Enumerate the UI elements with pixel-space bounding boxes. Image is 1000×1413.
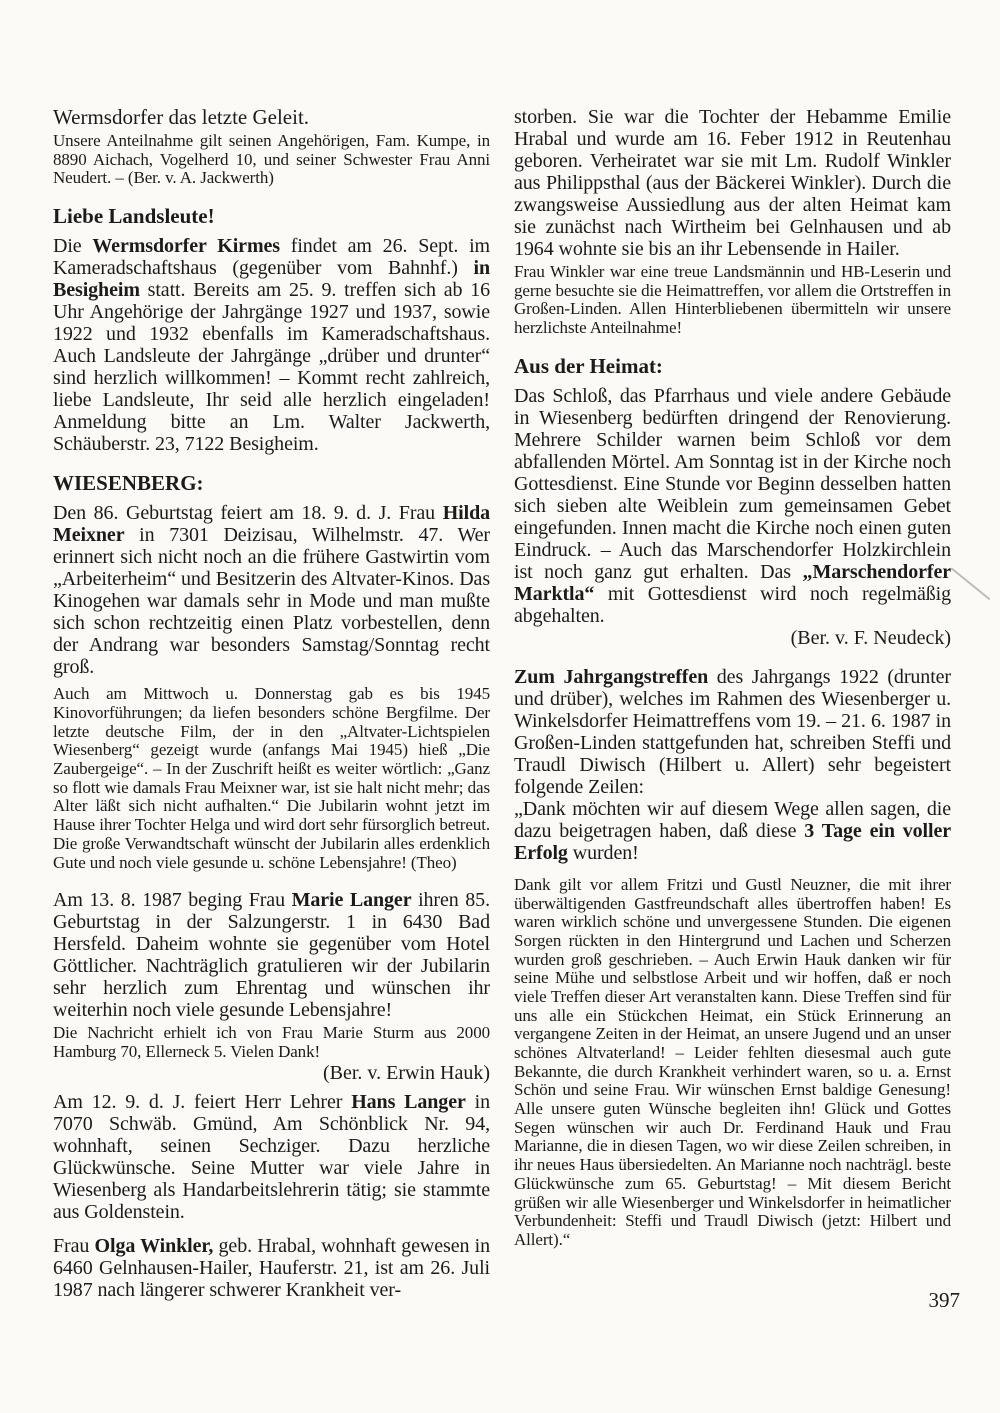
text-run: Liebe Landsleute! [53, 204, 215, 229]
text-run: mit Gottesdienst wird noch regelmäßig abgehalten. [514, 582, 951, 627]
two-column-layout [53, 106, 951, 1301]
paragraph [53, 1235, 490, 1301]
paragraph-small [514, 263, 951, 338]
paragraph-small [53, 1024, 490, 1061]
text-run: Am 13. 8. 1987 beging Frau [53, 889, 292, 912]
left-column [53, 106, 490, 1301]
text-run: geb. Hrabal, wohnhaft gewesen in 6460 Gelnhausen-Hailer, Hauferstr. 21, ist am 26. Juli 1987 nach längerer schwerer Krankheit ver- [53, 1234, 490, 1301]
text-run: findet am 26. Sept. im Kameradschaftshaus (gegenüber vom Bahnhf.) [53, 235, 490, 280]
paragraph-small [53, 685, 490, 872]
text-run: (Ber. v. F. Neudeck) [790, 626, 951, 649]
text-run: Am 12. 9. d. J. feiert Herr Lehrer [53, 1090, 352, 1113]
paragraph [514, 385, 951, 627]
text-run: Dank gilt vor allem Fritzi und Gustl Neuzner, die mit ihrer überwältigenden Gastfreundschaft alles übertroffen haben! Es waren wirklich schöne und unvergessene Stunden. Die eigenen Sorgen rückten in den Hintergrund und Lachen und Scherzen wurden groß geschrieben. – Auch Erwin Hauk danken wir für seine Mühe und selbstlose Arbeit und wir hoffen, daß er noch viele Treffen dieser Art veranstalten kann. Diese Treffen sind für uns alle ein Stückchen Heimat, ein Stück Erinnerung an vergangene Zeiten in der Heimat, an unsere Jugend und an unser schönes Altvaterland! – Leider fehlten diesesmal auch gute Bekannte, die durch Krankheit verhindert waren, so u. a. Ernst Schön und seine Frau. Wir wünschen Ernst baldige Genesung! Alle unsere guten Wünsche begleiten ihn! Glück und Gottes Segen wünschen wir auch Dr. Ferdinand Hauk und Frau Marianne, die in diesen Tagen, wo wir diese Zeilen schreiben, in ihr neues Haus übersiedelten. An Marianne noch nachträgl. beste Glückwünsche zum 65. Geburtstag! – Mit diesem Bericht grüßen wir alle Wiesenberger und Winkelsdorfer in heimatlicher Verbundenheit: Steffi und Traudl Diwisch (jetzt: Hilbert und Allert).“ [514, 874, 951, 1249]
paragraph [514, 106, 951, 260]
text-run: storben. Sie war die Tochter der Hebamme Emilie Hrabal und wurde am 16. Feber 1912 in Reutenhau geboren. Verheiratet war sie mit Lm. Rudolf Winkler aus Philippsthal (aus der Bäckerei Winkler). Durch die zwangsweise Aussiedlung aus der alten Heimat kam sie zunächst nach Wirtheim bei Gelnhausen und ab 1964 wohnte sie bis an ihr Lebensende in Hailer. [514, 106, 951, 260]
scan-mark [950, 567, 990, 600]
text-run: des Jahrgangs 1922 (drunter und drüber), welches im Rahmen des Wiesenberger u. Winkelsdorfer Heimattreffens vom 19. – 21. 6. 1987 in Großen-Linden stattgefunden hat, schreiben Steffi und Traudl Diwisch (Hilbert u. Allert) sehr begeistert folgende Zeilen: [514, 665, 951, 798]
text-run: Aus der Heimat: [514, 353, 663, 378]
section-heading [53, 205, 490, 228]
text-run: Frau Winkler war eine treue Landsmännin und HB-Leserin und gerne besuchte sie die Heimattreffen, vor allem die Ortstreffen in Großen-Linden. Allen Hinterbliebenen übermitteln wir unsere herzlichste Anteilnahme! [514, 262, 951, 338]
paragraph-small [514, 876, 951, 1250]
text-run: in 7070 Schwäb. Gmünd, Am Schönblick Nr. 94, wohnhaft, seinen Sechziger. Dazu herzliche Glückwünsche. Seine Mutter war viele Jahre in Wiesenberg als Handarbeitslehrerin tätig; sie stammte aus Goldenstein. [53, 1090, 490, 1223]
text-run-bold: Olga Winkler, [94, 1234, 214, 1257]
text-run: (Ber. v. Erwin Hauk) [323, 1061, 490, 1084]
section-heading [53, 472, 490, 495]
text-run: statt. Bereits am 25. 9. treffen sich ab 16 Uhr Angehörige der Jahrgänge 1927 und 1937, sowie 1922 und 1932 ebenfalls im Kameradschaftshaus. Auch Landsleute der Jahrgänge „drüber und drunter“ sind herzlich willkommen! – Kommt recht zahlreich, liebe Landsleute, Ihr seid alle herzlich eingeladen! Anmeldung bitte an Lm. Walter Jackwerth, Schäuberstr. 23, 7122 Besigheim. [53, 279, 490, 456]
text-run: Die Nachricht erhielt ich von Frau Marie Sturm aus 2000 Hamburg 70, Ellerneck 5. Vielen Dank! [53, 1023, 490, 1061]
paragraph [53, 1091, 490, 1223]
text-run-bold: Zum Jahrgangstreffen [514, 665, 709, 688]
text-run: in 7301 Deizisau, Wilhelmstr. 47. Wer erinnert sich nicht noch an die frühere Gastwirtin vom „Arbeiterheim“ und Besitzerin des Altvater-Kinos. Das Kinogehen war damals sehr in Mode und man mußte sich schon rechtzeitig einen Platz vorbestellen, denn der Andrang war besonders Samstag/Sonntag recht groß. [53, 524, 490, 679]
paragraph [514, 798, 951, 864]
section-heading [53, 106, 490, 129]
text-run: wurden! [567, 841, 639, 864]
text-run: Auch am Mittwoch u. Donnerstag gab es bis 1945 Kinovorführungen; da liefen besonders schöne Bergfilme. Der letzte deutsche Film, der in den „Altvater-Lichtspielen Wiesenberg“ gezeigt wurde (anfangs Mai 1945) hieß „Die Zaubergeige“. – In der Zuschrift heißt es weiter wörtlich: „Ganz so flott wie damals Frau Meixner war, ist sie halt nicht mehr; das Alter läßt sich nicht aufhalten.“ Die Jubilarin wohnt jetzt im Hause ihrer Tochter Helga und wird dort sehr fürsorglich betreut. Die große Verwandtschaft wünscht der Jubilarin alles erdenklich Gute und noch viele gesunde u. schöne Lebensjahre! (Theo) [53, 684, 490, 872]
text-run: Das Schloß, das Pfarrhaus und viele andere Gebäude in Wiesenberg bedürften dringend der Renovierung. Mehrere Schilder warnen beim Schloß vor dem abfallenden Mörtel. Am Sonntag ist in der Kirche noch Gottesdienst. Eine Stunde vor Beginn desselben hatten sich sieben alte Weiblein zum gemeinsamen Gebet eingefunden. Innen macht die Kirche noch einen guten Eindruck. – Auch das Marschendorfer Holzkirchlein ist noch ganz gut erhalten. Das [514, 384, 951, 583]
page-number: 397 [928, 1288, 960, 1312]
text-run: Die [53, 235, 93, 258]
text-run-bold: in Besigheim [53, 257, 490, 302]
text-run: WIESENBERG: [53, 471, 204, 496]
paragraph [53, 889, 490, 1021]
report-credit [514, 627, 951, 649]
text-run: Den 86. Geburtstag feiert am 18. 9. d. J. Frau [53, 502, 443, 525]
right-column [514, 106, 951, 1301]
paragraph [514, 666, 951, 798]
text-run: „Dank möchten wir auf diesem Wege allen sagen, die dazu beigetragen haben, daß diese [514, 797, 951, 842]
section-heading [514, 355, 951, 378]
text-run-bold: Hilda Meixner [53, 502, 490, 547]
text-run: Frau [53, 1234, 95, 1257]
paragraph [53, 235, 490, 455]
text-run-bold: Hans Langer [351, 1090, 466, 1113]
text-run-bold: Marie Langer [291, 889, 412, 912]
text-run-bold: Wermsdorfer Kirmes [92, 235, 280, 258]
text-run-bold: „Marschendorfer Marktla“ [514, 560, 951, 605]
paragraph-small [53, 132, 490, 188]
text-run: Unsere Anteilnahme gilt seinen Angehörigen, Fam. Kumpe, in 8890 Aichach, Vogelherd 10, und seiner Schwester Frau Anni Neudert. – (Ber. v. A. Jackwerth) [53, 131, 490, 188]
text-run-bold: 3 Tage ein voller Erfolg [514, 819, 951, 864]
text-run: ihren 85. Geburtstag in der Salzungerstr. 1 in 6430 Bad Hersfeld. Daheim wohnte sie gegenüber vom Hotel Göttlicher. Nachträglich gratulieren wir der Jubilarin sehr herzlich zum Ehrentag und wünschen ihr weiterhin noch viele gesunde Lebensjahre! [53, 889, 490, 1022]
text-run: Wermsdorfer das letzte Geleit. [53, 105, 310, 129]
paragraph [53, 502, 490, 678]
report-credit [53, 1062, 490, 1084]
